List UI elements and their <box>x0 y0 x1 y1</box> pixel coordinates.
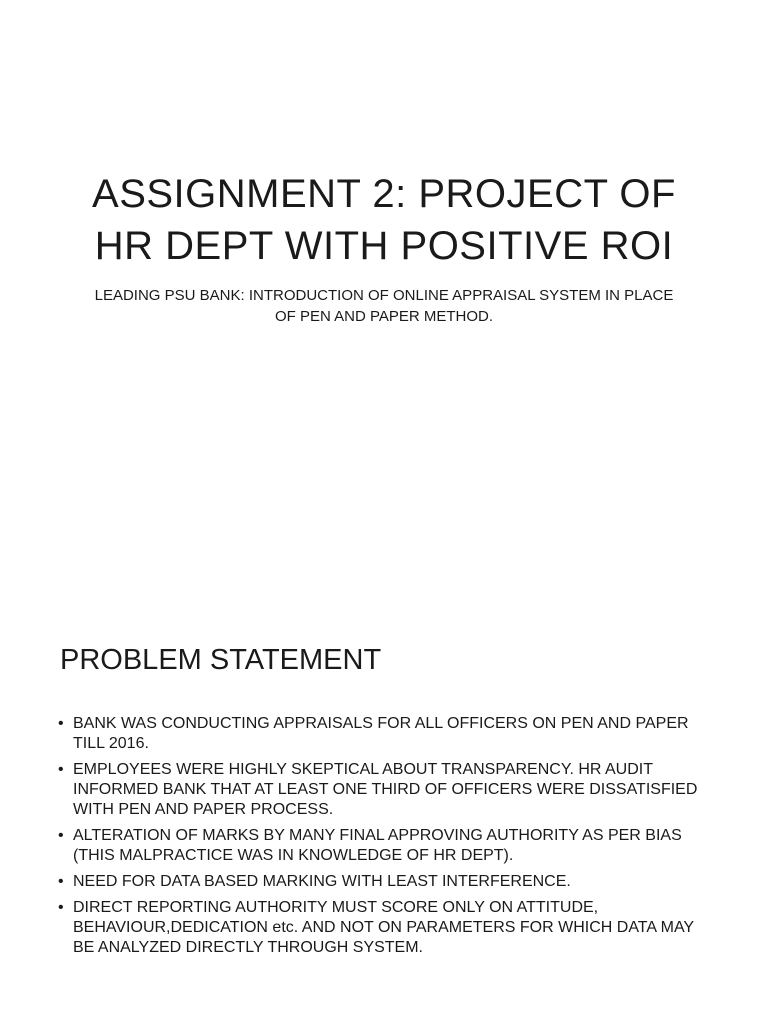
bullet-icon: • <box>58 899 64 916</box>
problem-statement-slide <box>0 590 768 1024</box>
list-item <box>58 714 718 754</box>
list-item-text: DIRECT REPORTING AUTHORITY MUST SCORE ONLY ON ATTITUDE, BEHAVIOUR,DEDICATION etc. AND NOT ON PARAMETERS FOR WHICH DATA MAY BE ANALYZED DIRECTLY THROUGH SYSTEM. <box>73 899 694 956</box>
list-item-text: NEED FOR DATA BASED MARKING WITH LEAST INTERFERENCE. <box>73 873 571 890</box>
bullet-list <box>58 714 718 964</box>
list-item-text: BANK WAS CONDUCTING APPRAISALS FOR ALL OFFICERS ON PEN AND PAPER TILL 2016. <box>73 715 689 752</box>
bullet-icon: • <box>58 761 64 778</box>
list-item-text: ALTERATION OF MARKS BY MANY FINAL APPROVING AUTHORITY AS PER BIAS (THIS MALPRACTICE WAS IN KNOWLEDGE OF HR DEPT). <box>73 827 682 864</box>
bullet-icon: • <box>58 873 64 890</box>
bullet-icon: • <box>58 715 64 732</box>
slide-subtitle: LEADING PSU BANK: INTRODUCTION OF ONLINE APPRAISAL SYSTEM IN PLACE OF PEN AND PAPER METHOD. <box>94 287 674 325</box>
slide-title: ASSIGNMENT 2: PROJECT OF HR DEPT WITH POSITIVE ROI <box>92 172 676 268</box>
bullet-icon: • <box>58 827 64 844</box>
list-item <box>58 760 718 820</box>
list-item-text: EMPLOYEES WERE HIGHLY SKEPTICAL ABOUT TRANSPARENCY. HR AUDIT INFORMED BANK THAT AT LEAST ONE THIRD OF OFFICERS WERE DISSATISFIED WITH PEN AND PAPER PROCESS. <box>73 761 698 818</box>
list-item <box>58 872 718 892</box>
list-item <box>58 826 718 866</box>
list-item <box>58 898 718 958</box>
section-heading: PROBLEM STATEMENT <box>60 644 382 676</box>
